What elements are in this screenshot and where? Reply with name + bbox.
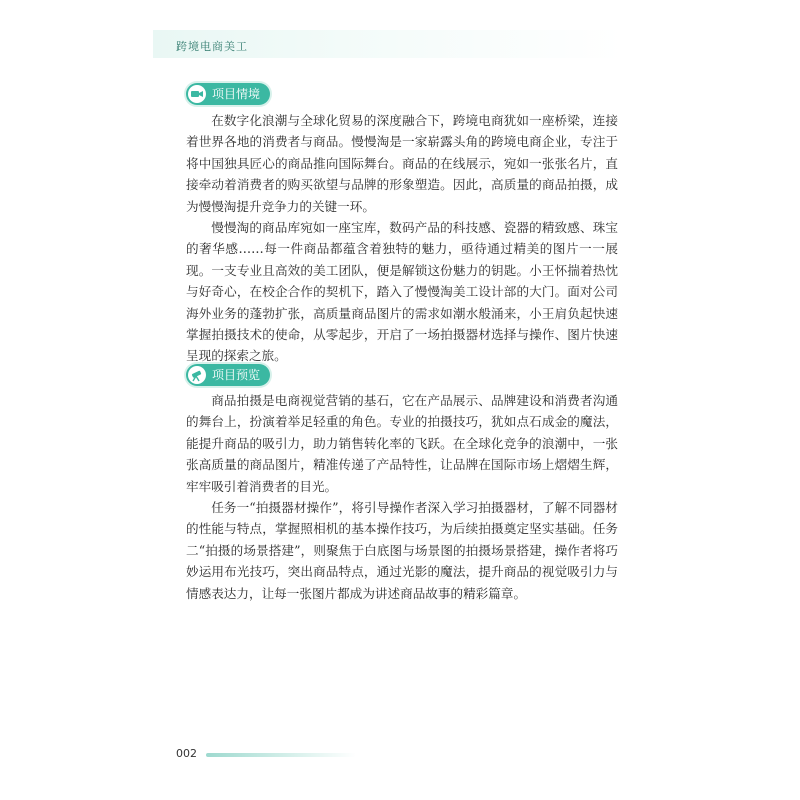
paragraph: 慢慢淘的商品库宛如一座宝库，数码产品的科技感、瓷器的精致感、珠宝的奢华感……每一件商品都蕴含着独特的魅力，亟待通过精美的图片一一展现。一支专业且高效的美工团队，便是解锁这份魅力的钥匙。小王怀揣着热忱与好奇心，在校企合作的契机下，踏入了慢慢淘美工设计部的大门。面对公司海外业务的蓬勃扩张，高质量商品图片的需求如潮水般涌来，小王肩负起快速掌握拍摄技术的使命，从零起步，开启了一场拍摄器材选择与操作、图片快速呈现的探索之旅。 xyxy=(186,220,618,364)
section-title-scenario: 项目情境 xyxy=(212,87,261,101)
paragraph: 商品拍摄是电商视觉营销的基石，它在产品展示、品牌建设和消费者沟通的舞台上，扮演着举足轻重的角色。专业的拍摄技巧，犹如点石成金的魔法，能提升商品的吸引力，助力销售转化率的飞跃。在全球化竞争的浪潮中，一张张高质量的商品图片，精准传递了产品特性，让品牌在国际市场上熠熠生辉，牢牢吸引着消费者的目光。 xyxy=(186,393,618,494)
section-badge-preview xyxy=(186,364,270,386)
footer-decorative-line xyxy=(206,753,356,757)
section-title-preview: 项目预览 xyxy=(212,368,261,382)
preview-text xyxy=(186,390,618,604)
running-header-title: 跨境电商美工 xyxy=(176,40,248,53)
telescope-icon xyxy=(188,366,206,384)
paragraph: 在数字化浪潮与全球化贸易的深度融合下，跨境电商犹如一座桥梁，连接着世界各地的消费者与商品。慢慢淘是一家崭露头角的跨境电商企业，专注于将中国独具匠心的商品推向国际舞台。商品的在线展示，宛如一张张名片，直接牵动着消费者的购买欲望与品牌的形象塑造。因此，高质量的商品拍摄，成为慢慢淘提升竞争力的关键一环。 xyxy=(186,113,618,214)
page-number: 002 xyxy=(176,747,197,760)
paragraph: 任务一“拍摄器材操作”，将引导操作者深入学习拍摄器材，了解不同器材的性能与特点，掌握照相机的基本操作技巧，为后续拍摄奠定坚实基础。任务二“拍摄的场景搭建”，则聚焦于白底图与场景图的拍摄场景搭建，操作者将巧妙运用布光技巧，突出商品特点，通过光影的魔法，提升商品的视觉吸引力与情感表达力，让每一张图片都成为讲述商品故事的精彩篇章。 xyxy=(186,500,618,601)
scenario-text xyxy=(186,110,618,367)
section-badge-scenario xyxy=(186,83,270,105)
video-camera-icon xyxy=(188,85,206,103)
